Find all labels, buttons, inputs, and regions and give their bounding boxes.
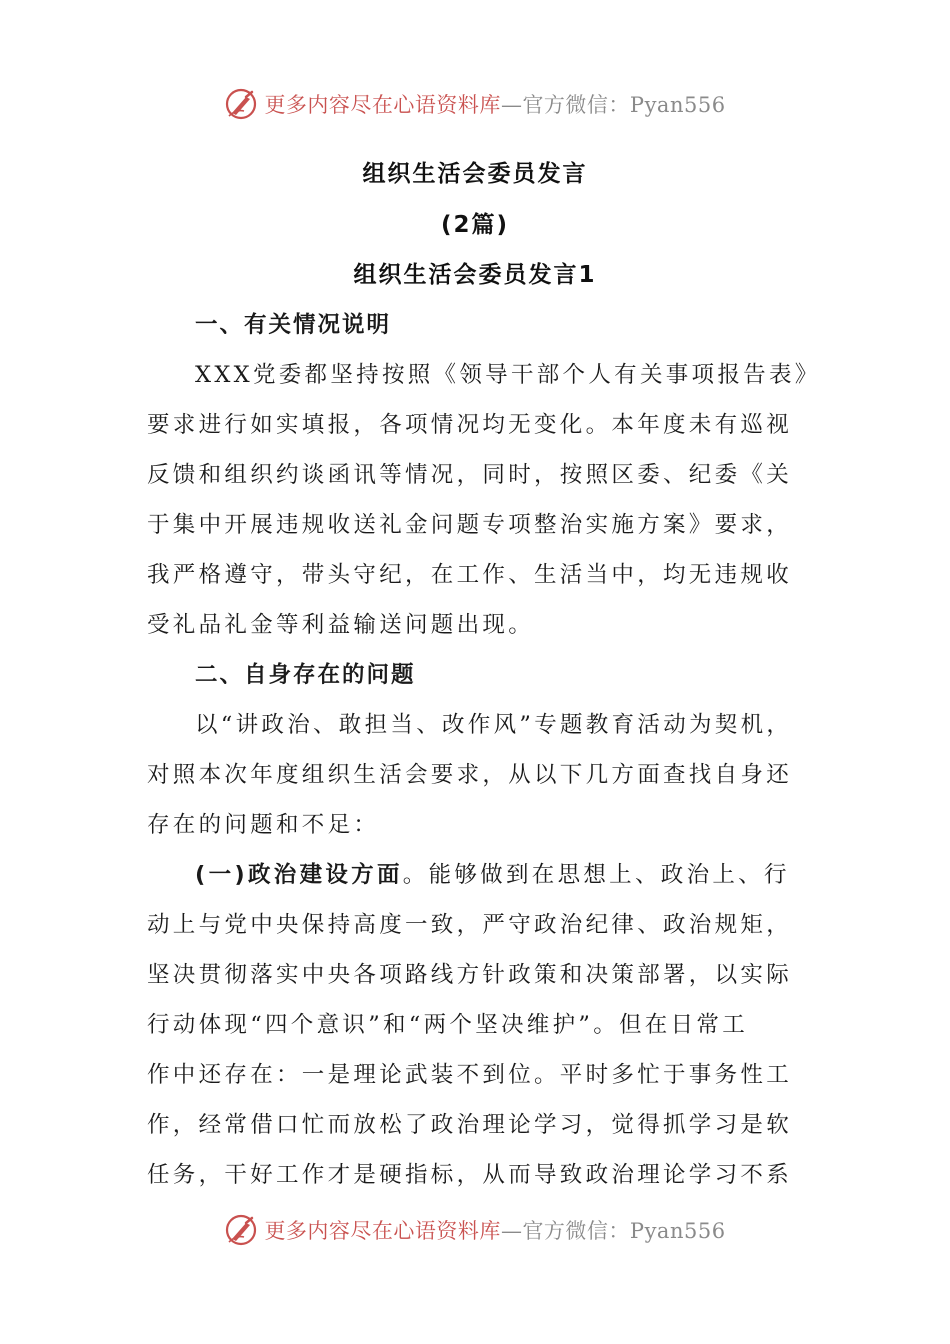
document-body <box>147 300 821 1200</box>
document-subtitle: 组织生活会委员发言1 <box>353 262 597 288</box>
paragraph-line: 行动体现“四个意识”和“两个坚决维护”。但在日常工 <box>147 1012 749 1038</box>
paragraph-line: 以“讲政治、敢担当、改作风”专题教育活动为契机， <box>195 712 793 738</box>
paragraph-line: 任务，干好工作才是硬指标，从而导致政治理论学习不系 <box>147 1162 793 1188</box>
paragraph-line: 我严格遵守，带头守纪，在工作、生活当中，均无违规收 <box>147 562 793 588</box>
paragraph-line: 作，经常借口忙而放松了政治理论学习，觉得抓学习是软 <box>147 1112 793 1138</box>
paragraph-line: 坚决贯彻落实中央各项路线方针政策和决策部署，以实际 <box>147 962 793 988</box>
document-count: (2篇) <box>440 212 510 238</box>
watermark-text: 更多内容尽在心语资料库—官方微信：Pyan556 <box>264 1219 726 1243</box>
watermark-footer <box>0 1210 950 1250</box>
paragraph-line: 存在的问题和不足： <box>147 812 380 838</box>
watermark-text: 更多内容尽在心语资料库—官方微信：Pyan556 <box>264 93 726 117</box>
paragraph-line: 于集中开展违规收送礼金问题专项整治实施方案》要求， <box>147 512 793 538</box>
watermark-header <box>0 84 950 124</box>
pen-logo-icon <box>224 1213 258 1247</box>
paragraph-line <box>147 850 807 900</box>
paragraph-line: 要求进行如实填报，各项情况均无变化。本年度未有巡视 <box>147 412 793 438</box>
paragraph-line: 受礼品礼金等利益输送问题出现。 <box>147 612 535 638</box>
paragraph-line: XXX党委都坚持按照《领导干部个人有关事项报告表》 <box>195 362 821 388</box>
section-heading: 一、有关情况说明 <box>195 312 392 338</box>
section-heading: 二、自身存在的问题 <box>195 662 416 688</box>
document-title: 组织生活会委员发言 <box>362 161 588 187</box>
paragraph-line: 作中还存在：一是理论武装不到位。平时多忙于事务性工 <box>147 1062 793 1088</box>
paragraph-text: 。能够做到在思想上、政治上、行 <box>402 862 790 888</box>
paragraph-line: 动上与党中央保持高度一致，严守政治纪律、政治规矩， <box>147 912 793 938</box>
subsection-heading: (一)政治建设方面 <box>195 862 403 888</box>
paragraph-line: 对照本次年度组织生活会要求，从以下几方面查找自身还 <box>147 762 793 788</box>
pen-logo-icon <box>224 87 258 121</box>
paragraph-line: 反馈和组织约谈函讯等情况，同时，按照区委、纪委《关 <box>147 462 793 488</box>
